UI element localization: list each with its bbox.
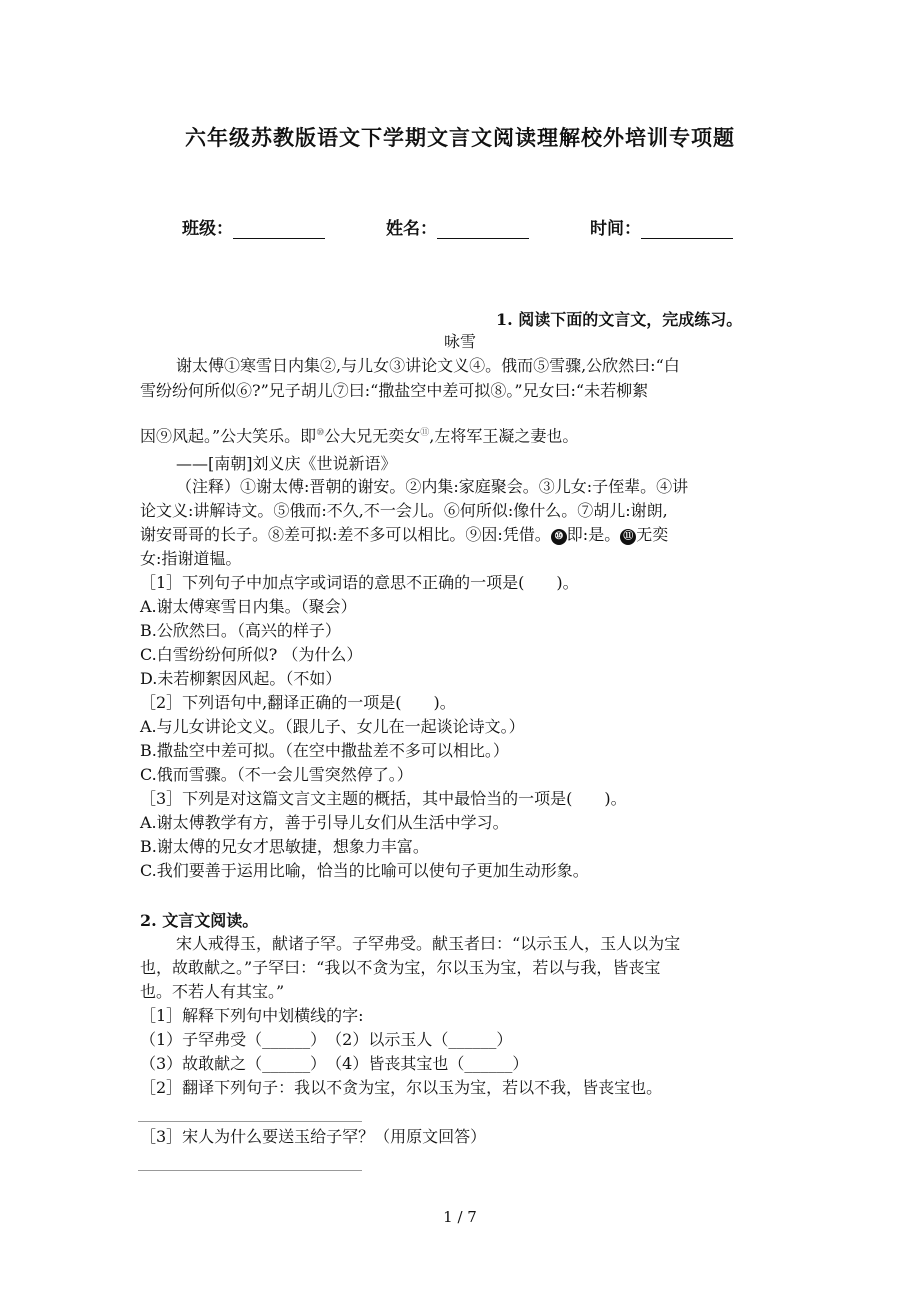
note-line: 论文义:讲解诗文。⑤俄而:不久,不一会儿。⑥何所似:像什么。⑦胡儿:谢朗, xyxy=(140,501,668,520)
option-c[interactable]: C.我们要善于运用比喻，恰当的比喻可以使句子更加生动形象。 xyxy=(140,861,589,880)
q2-sub3-question: ［3］宋人为什么要送玉给子罕？（用原文回答） xyxy=(140,1127,487,1146)
option-a[interactable]: A.谢太傅教学有方，善于引导儿女们从生活中学习。 xyxy=(140,813,509,832)
option-a[interactable]: A.与儿女讲论文义。（跟儿子、女儿在一起谈论诗文。） xyxy=(140,717,525,736)
poem-title: 咏雪 xyxy=(444,332,477,351)
option-b[interactable]: B.公欣然曰。（高兴的样子） xyxy=(140,621,341,640)
class-field xyxy=(182,214,325,239)
q1-para-line xyxy=(140,421,578,448)
note-line xyxy=(140,523,668,547)
option-a[interactable]: A.谢太傅寒雪日内集。（聚会） xyxy=(140,597,357,616)
text-span: 因⑨风起。”公大笑乐。即 xyxy=(140,426,317,446)
time-field xyxy=(590,214,733,239)
option-d[interactable]: D.未若柳絮因风起。（不如） xyxy=(140,669,342,688)
q2-sub1-question: ［1］解释下列句中划横线的字: xyxy=(140,1006,364,1025)
footnote-mark: ⑪ xyxy=(420,428,430,438)
footnote-mark: ⑩ xyxy=(316,428,325,438)
time-blank[interactable] xyxy=(641,220,733,239)
text-span: 无奕 xyxy=(636,525,669,544)
circled-number: ⑩ xyxy=(551,529,567,545)
q1-para-line: 雪纷纷何所似⑥?”兄子胡儿⑦曰:“撒盐空中差可拟⑧。”兄女曰:“未若柳絮 xyxy=(140,381,649,400)
option-b[interactable]: B.谢太傅的兄女才思敏捷，想象力丰富。 xyxy=(140,837,429,856)
q2-sub2-question: ［2］翻译下列句子：我以不贪为宝，尔以玉为宝，若以不我，皆丧宝也。 xyxy=(140,1078,663,1097)
name-blank[interactable] xyxy=(437,220,529,239)
name-field xyxy=(386,214,529,239)
class-label: 班级： xyxy=(182,219,233,239)
q1-para-line: 谢太傅①寒雪日内集②,与儿女③讲论文义④。俄而⑤雪骤,公欣然曰:“白 xyxy=(176,356,680,375)
text-span: 公大兄无奕女 xyxy=(324,426,421,446)
text-span: 谢安哥哥的长子。⑧差可拟:差不多可以相比。⑨因:凭借。 xyxy=(140,525,551,544)
option-b[interactable]: B.撒盐空中差可拟。（在空中撒盐差不多可以相比。） xyxy=(140,741,509,760)
option-c[interactable]: C.白雪纷纷何所似? （为什么） xyxy=(140,645,363,664)
q1-sub2-question: ［2］下列语句中,翻译正确的一项是( )。 xyxy=(140,693,456,712)
q2-para-line: 宋人戒得玉，献诸子罕。子罕弗受。献玉者曰：“以示玉人，玉人以为宝 xyxy=(176,934,681,953)
note-line: （注释）①谢太傅:晋朝的谢安。②内集:家庭聚会。③儿女:子侄辈。④讲 xyxy=(176,477,689,496)
fill-blank-row[interactable]: （1）子罕弗受（______） （2）以示玉人（______） xyxy=(140,1030,513,1049)
text-span: 即:是。 xyxy=(566,525,621,544)
q1-sub3-question: ［3］下列是对这篇文言文主题的概括，其中最恰当的一项是( )。 xyxy=(140,789,627,808)
class-blank[interactable] xyxy=(233,220,325,239)
page-number: 1 / 7 xyxy=(443,1208,477,1226)
document-title: 六年级苏教版语文下学期文言文阅读理解校外培训专项题 xyxy=(185,125,735,150)
answer-line[interactable] xyxy=(138,1170,362,1171)
answer-line[interactable] xyxy=(138,1121,362,1122)
q2-para-line: 也。不若人有其宝。” xyxy=(140,982,285,1001)
circled-number: ⑪ xyxy=(620,529,636,545)
source-citation: ——[南朝]刘义庆《世说新语》 xyxy=(176,454,397,473)
q2-para-line: 也，故敢献之。”子罕曰：“我以不贪为宝，尔以玉为宝，若以与我，皆丧宝 xyxy=(140,958,661,977)
q1-heading: 1. 阅读下面的文言文，完成练习。 xyxy=(496,310,743,329)
time-label: 时间： xyxy=(590,219,641,239)
fill-blank-row[interactable]: （3）故敢献之（______） （4）皆丧其宝也（______） xyxy=(140,1054,529,1073)
name-label: 姓名： xyxy=(386,219,437,239)
q1-sub1-question: ［1］下列句子中加点字或词语的意思不正确的一项是( )。 xyxy=(140,573,579,592)
q2-heading: 2. 文言文阅读。 xyxy=(140,911,259,930)
note-line: 女:指谢道韫。 xyxy=(140,549,242,568)
option-c[interactable]: C.俄而雪骤。（不一会儿雪突然停了。） xyxy=(140,765,413,784)
text-span: ,左将军王凝之妻也。 xyxy=(429,426,579,446)
